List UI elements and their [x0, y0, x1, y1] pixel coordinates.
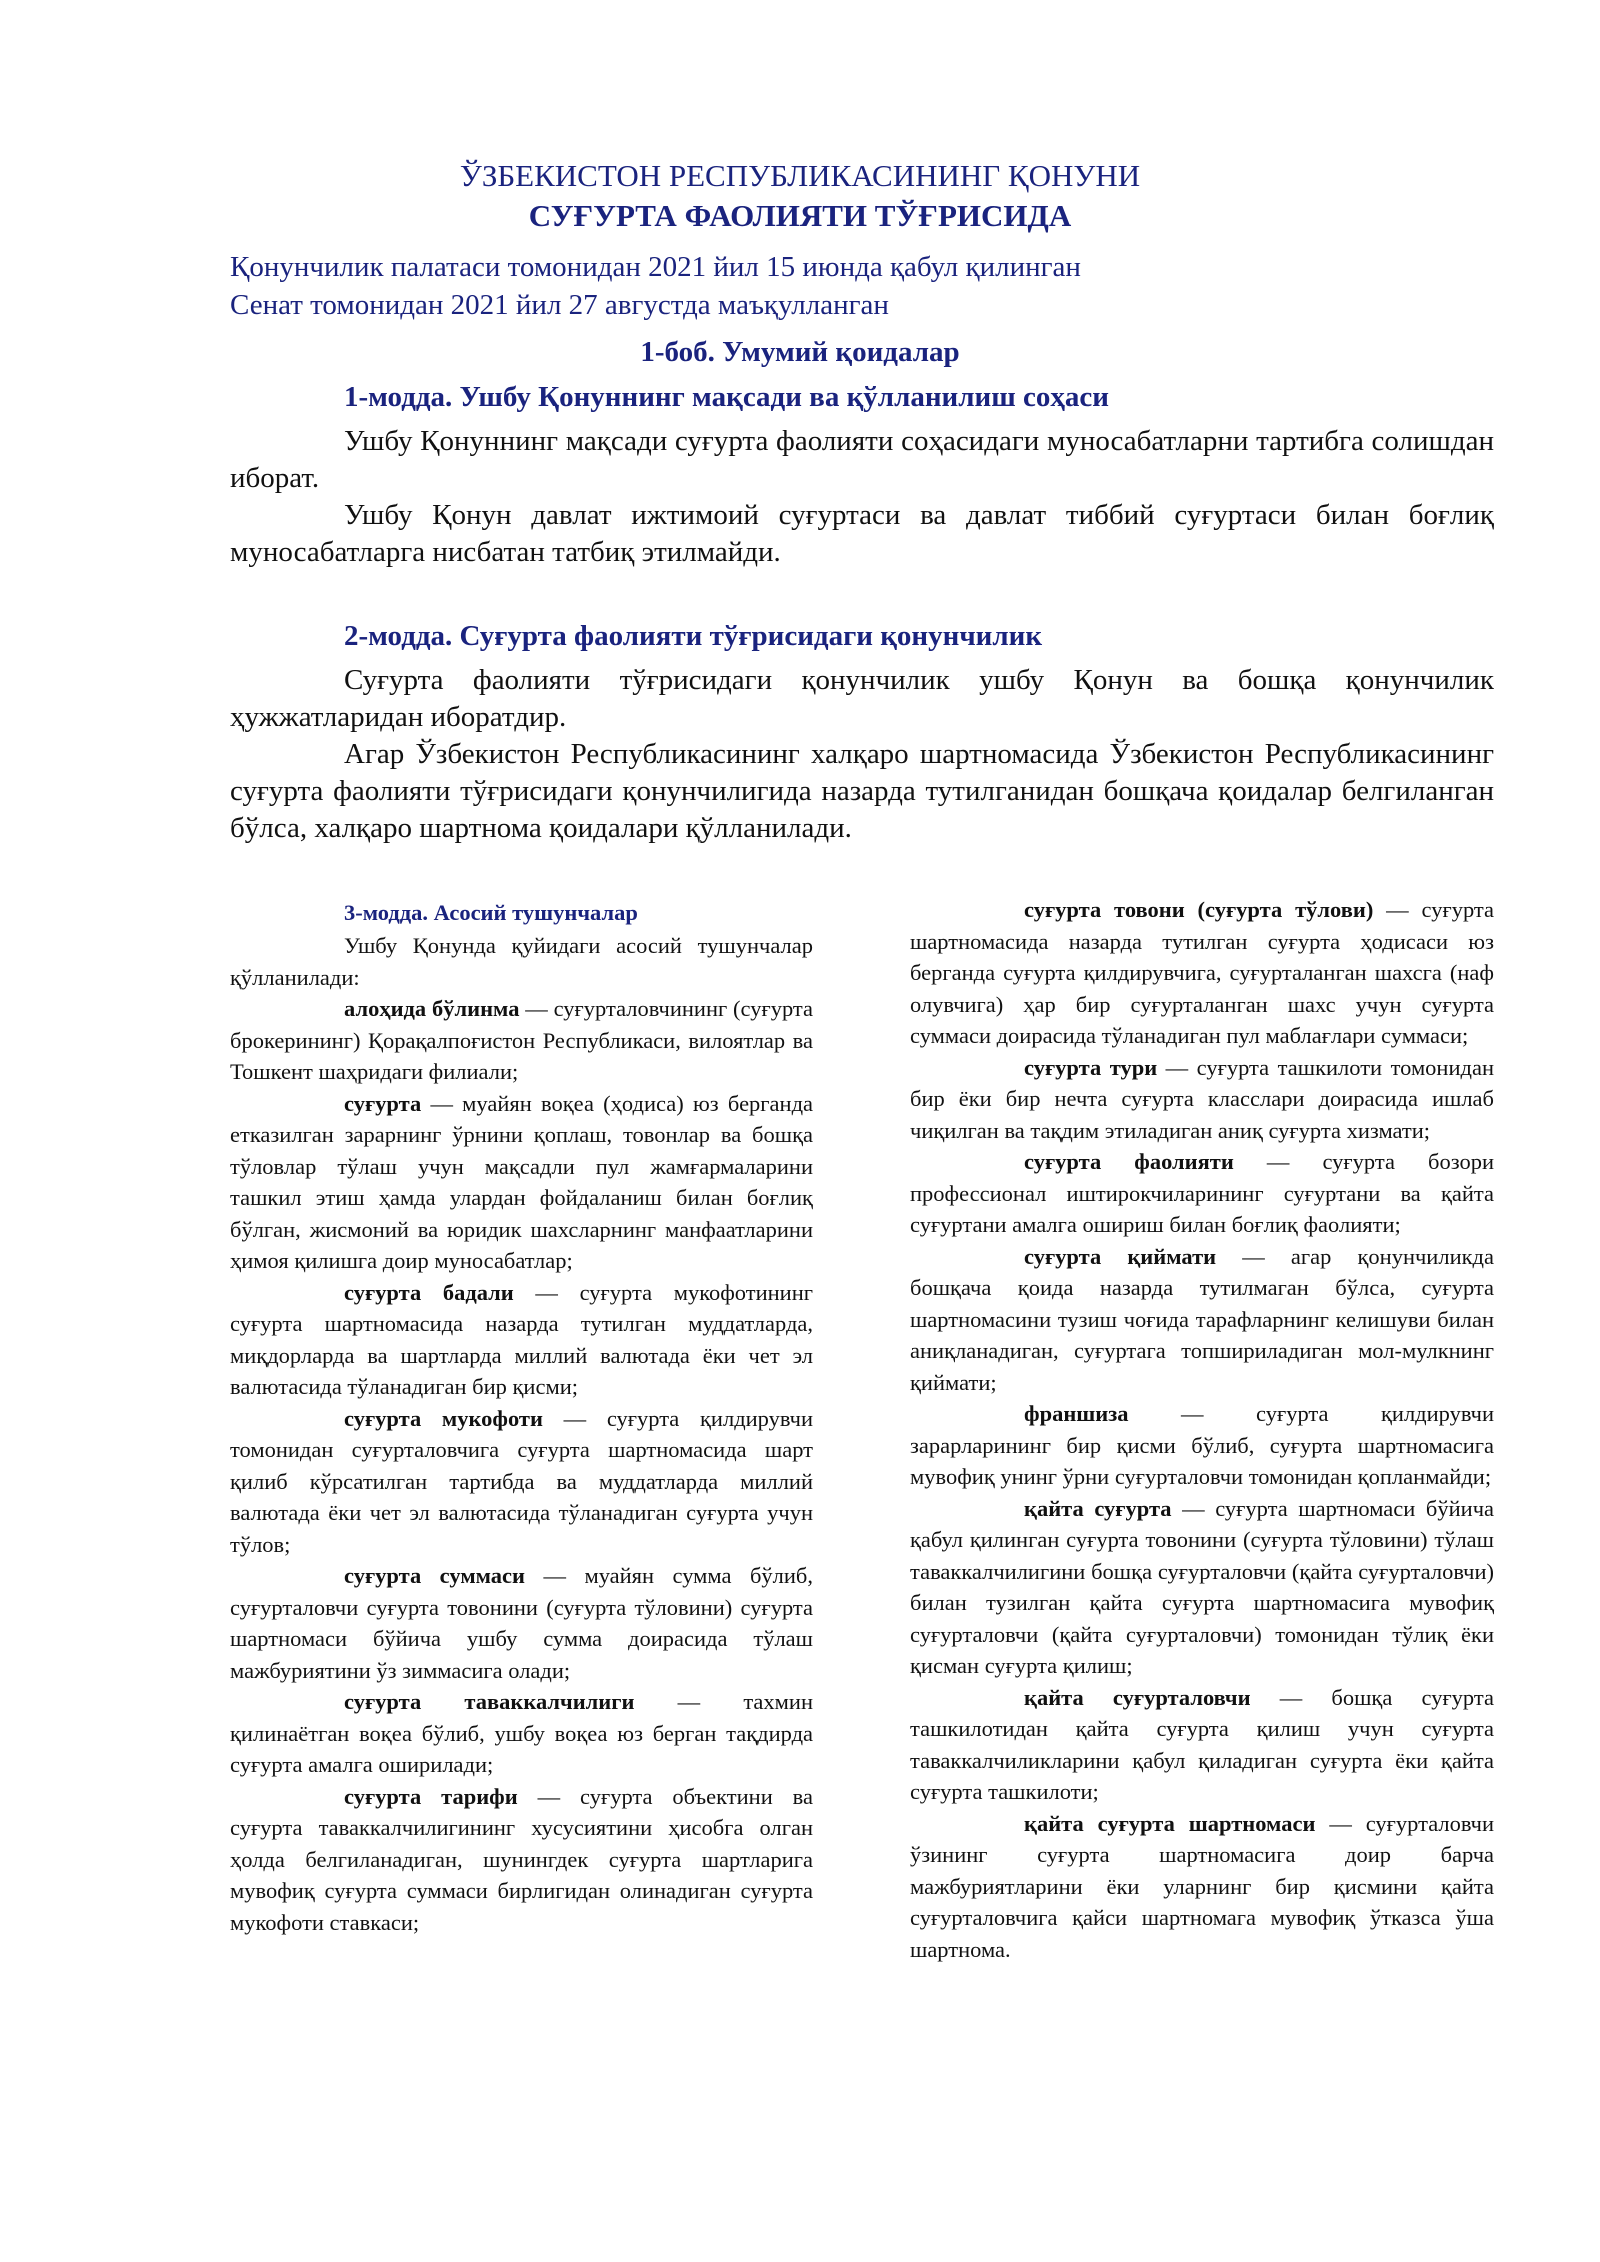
- definition-term: суғурта суммаси: [344, 1563, 526, 1588]
- definition-item: [230, 1781, 813, 1939]
- article3-right-column: [910, 894, 1494, 1965]
- left-term-list: [230, 993, 813, 1938]
- right-term-list: [910, 894, 1494, 1965]
- definition-term: суғурта таваккалчилиги: [344, 1689, 635, 1714]
- definition-term: суғурта бадали: [344, 1279, 514, 1305]
- definition-text: — суғурта мукофотининг суғурта шартномасида назарда тутилган муддатларда, миқдорларда ва шартларда миллий валютада ёки чет эл валютасида тўланадиган бир қисми;: [230, 1279, 813, 1399]
- definition-item: [910, 1052, 1494, 1147]
- definition-term: суғурта мукофоти: [344, 1405, 543, 1431]
- definition-text: — муайян сумма бўлиб, суғурталовчи суғурта товонини (суғурта тўловини) суғурта шартномаси бўйича ушбу сумма доирасида тўлаш мажбуриятини ўз зиммасига олади;: [230, 1563, 813, 1683]
- definition-term: алоҳида бўлинма: [344, 996, 520, 1021]
- definition-term: суғурта: [344, 1090, 422, 1116]
- article3-heading: 3-модда. Асосий тушунчалар: [344, 900, 638, 925]
- article1-heading: 1-модда. Ушбу Қонуннинг мақсади ва қўлланилиш соҳаси: [344, 381, 1109, 413]
- article2-heading: 2-модда. Суғурта фаолияти тўғрисидаги қонунчилик: [344, 620, 1043, 652]
- definition-term: суғурта тури: [1024, 1054, 1158, 1080]
- definition-text: — суғурта шартномасида назарда тутилган суғурта ҳодисаси юз берганда суғурта қилдирувчига, суғурталанган шахсга (наф олувчига) ҳар бир суғурталанган шахс учун суғурта суммаси доирасида тўланадиган пул маблағлари суммаси;: [910, 897, 1494, 1048]
- definition-text: — агар қонунчиликда бошқача қоида назарда тутилмаган бўлса, суғурта шартномасини тузиш чоғида тарафларнинг келишуви билан аниқланадиган, суғуртага топшириладиган мол-мулкнинг қиймати;: [910, 1243, 1494, 1395]
- article3-left-column: [230, 896, 813, 1938]
- definition-text: — суғурта бозори профессионал иштирокчиларининг суғуртани ва қайта суғуртани амалга ошириш билан боғлиқ фаолияти;: [910, 1149, 1494, 1237]
- definition-term: суғурта тарифи: [344, 1783, 518, 1809]
- adoption-senate: Сенат томонидан 2021 йил 27 августда маъқулланган: [230, 289, 889, 321]
- definition-term: суғурта қиймати: [1024, 1243, 1217, 1269]
- definition-item: [910, 894, 1494, 1052]
- definition-item: [910, 1241, 1494, 1399]
- definition-text: — тахмин қилинаётган воқеа бўлиб, ушбу воқеа юз берган тақдирда суғурта амалга оширилади;: [230, 1689, 813, 1777]
- definition-text: — суғурталовчининг (суғурта брокерининг) Қорақалпоғистон Республикаси, вилоятлар ва Тошкент шаҳридаги филиали;: [230, 996, 814, 1084]
- definition-term: қайта суғурталовчи: [1024, 1684, 1251, 1710]
- definition-text: — суғурта ташкилоти томонидан бир ёки бир нечта суғурта класслари доирасида ишлаб чиқилган ва тақдим этиладиган аниқ суғурта хизмати;: [910, 1054, 1494, 1143]
- definition-item: [910, 1493, 1494, 1682]
- definition-text: — муайян воқеа (ҳодиса) юз берганда етказилган зарарнинг ўрнини қоплаш, товонлар ва бошқа тўловлар тўлаш учун мақсадли пул жамғармаларини ташкил этиш ҳамда улардан фойдаланиш билан боғлиқ бўлган, жисмоний ва юридик шахсларнинг манфаатларини ҳимоя қилишга доир муносабатлар;: [230, 1090, 813, 1273]
- definition-item: [230, 1277, 813, 1403]
- definition-item: [910, 1808, 1494, 1966]
- definition-text: — суғурта қилдирувчи зарарларининг бир қисми бўлиб, суғурта шартномасига мувофиқ унинг ўрни суғурталовчи томонидан қопланмайди;: [910, 1401, 1494, 1489]
- definition-term: суғурта фаолияти: [1024, 1149, 1234, 1174]
- definition-term: франшиза: [1024, 1401, 1129, 1426]
- definition-text: — бошқа суғурта ташкилотидан қайта суғурта қилиш учун суғурта таваккалчиликларини қабул қиладиган суғурта ёки қайта суғурта ташкилоти;: [910, 1684, 1494, 1804]
- definition-item: [230, 1403, 813, 1561]
- law-subject: СУҒУРТА ФАОЛИЯТИ ТЎҒРИСИДА: [528, 198, 1072, 233]
- definition-item: [910, 1146, 1494, 1241]
- definition-text: — суғурта қилдирувчи томонидан суғурталовчига суғурта шартномасида шарт қилиб кўрсатилган тартибда ва муддатларда миллий валютада ёки чет эл валютасида тўланадиган суғурта учун тўлов;: [230, 1405, 814, 1557]
- definition-text: — суғурта объектини ва суғурта таваккалчилигининг хусусиятини ҳисобга олган ҳолда белгиланадиган, шунингдек суғурта шартларига мувофиқ суғурта суммаси бирлигидан олинадиган суғурта мукофоти ставкаси;: [230, 1783, 813, 1935]
- article2-body: [230, 662, 1494, 847]
- article1-body: [230, 423, 1494, 571]
- definition-term: суғурта товони (суғурта тўлови): [1024, 897, 1374, 922]
- article3-intro: Ушбу Қонунда қуйидаги асосий тушунчалар қўлланилади:: [230, 933, 813, 990]
- definition-text: — суғурталовчи ўзининг суғурта шартномасига доир барча мажбуриятларини ёки уларнинг бир қисмини қайта суғурталовчига қайси шартномага мувофиқ ўтказса ўша шартнома.: [910, 1810, 1494, 1962]
- definition-term: қайта суғурта шартномаси: [1024, 1810, 1316, 1836]
- article2-paragraph: Суғурта фаолияти тўғрисидаги қонунчилик ушбу Қонун ва бошқа қонунчилик ҳужжатларидан иборатдир.: [230, 664, 1494, 733]
- definition-item: [910, 1398, 1494, 1493]
- article1-paragraph: Ушбу Қонуннинг мақсади суғурта фаолияти соҳасидаги муносабатларни тартибга солишдан иборат.: [230, 425, 1494, 494]
- definition-item: [910, 1682, 1494, 1808]
- law-title: ЎЗБЕКИСТОН РЕСПУБЛИКАСИНИНГ ҚОНУНИ: [459, 158, 1141, 193]
- article2-paragraph: Агар Ўзбекистон Республикасининг халқаро шартномасида Ўзбекистон Республикасининг суғурта фаолияти тўғрисидаги қонунчилигида назарда тутилганидан бошқача қоидалар белгиланган бўлса, халқаро шартнома қоидалари қўлланилади.: [230, 738, 1494, 844]
- adoption-chamber: Қонунчилик палатаси томонидан 2021 йил 15 июнда қабул қилинган: [230, 251, 1081, 283]
- definition-item: [230, 993, 813, 1088]
- definition-item: [230, 1686, 813, 1781]
- definition-item: [230, 1088, 813, 1277]
- article1-paragraph: Ушбу Қонун давлат ижтимоий суғуртаси ва давлат тиббий суғуртаси билан боғлиқ муносабатларга нисбатан татбиқ этилмайди.: [230, 499, 1494, 568]
- definition-item: [230, 1560, 813, 1686]
- definition-text: — суғурта шартномаси бўйича қабул қилинган суғурта товонини (суғурта тўловини) тўлаш таваккалчилигини бошқа суғурталовчи (қайта суғурталовчи) билан тузилган қайта суғурта шартномасига мувофиқ суғурталовчи (қайта суғурталовчи) томонидан тўлиқ ёки қисман суғурта қилиш;: [910, 1495, 1494, 1678]
- chapter-title: 1-боб. Умумий қоидалар: [640, 336, 960, 368]
- definition-term: қайта суғурта: [1024, 1495, 1172, 1521]
